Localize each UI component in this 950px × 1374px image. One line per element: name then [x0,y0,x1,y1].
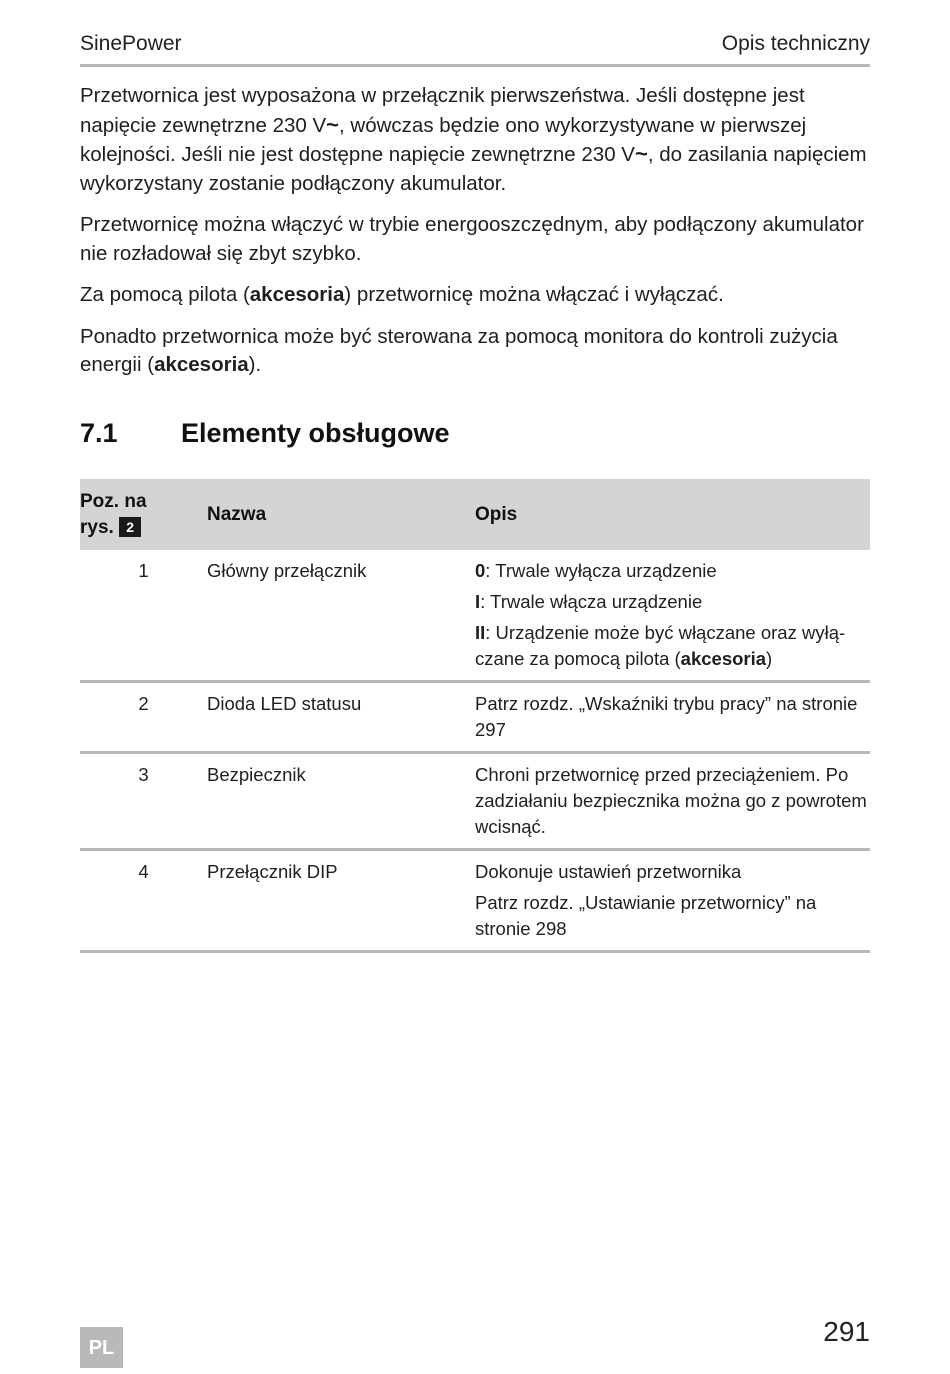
page-number: 291 [823,1316,870,1347]
description-text: : Urządzenie może być włączane oraz wyłączane za pomocą pilota ( [475,622,846,669]
row-name: Dioda LED statusu [207,693,362,714]
page-header [80,28,870,67]
row-position: 3 [138,764,149,785]
description-line [475,558,870,584]
row-description [475,850,870,952]
paragraph-text: ). [248,353,262,376]
paragraph-text: , wówczas będzie ono wykorzystywane w pierwszej kolejności. Jeśli nie jest dostępne napięcie zewnętrzne 230 V [80,113,807,166]
table-header-row [80,479,870,550]
header-position [80,479,207,550]
row-description [475,550,870,682]
paragraph-remote-control [80,281,875,310]
switch-position-label: 0 [475,560,486,581]
section-number: 7.1 [80,418,118,448]
row-description [475,682,870,753]
accessory-term: akcesoria [154,353,249,376]
paragraph-text: Za pomocą pilota ( [80,283,250,306]
description-text: ) [766,648,773,669]
header-position-line2: rys. [80,516,114,538]
description-line [475,589,870,615]
header-product-name: SinePower [80,32,182,55]
ac-symbol: ~ [634,141,648,166]
controls-table [80,479,870,953]
accessory-term: akcesoria [249,283,345,306]
language-badge: PL [80,1327,123,1368]
section-title: Elementy obsługowe [181,418,450,448]
row-description [475,753,870,850]
row-name: Bezpiecznik [207,764,306,785]
table-row [80,850,870,952]
header-description: Opis [475,503,518,525]
paragraph-monitor [80,323,875,380]
switch-position-label: I [475,591,481,612]
paragraph-text: Ponadto przetwornica może być sterowana za pomocą monitora do kontroli zużycia energii ( [80,324,838,376]
figure-number-badge: 2 [119,517,141,537]
table-row [80,753,870,850]
description-line: Patrz rozdz. „Ustawianie przetwornicy” na stronie 298 [475,892,817,939]
description-line: Chroni przetwornicę przed przeciążeniem. Po zadziałaniu bezpiecznika można go z powrotem wcisnąć. [475,764,867,837]
row-position: 1 [138,560,149,581]
row-name: Główny przełącznik [207,560,367,581]
paragraph-priority-switch [80,82,875,198]
description-text: : Trwale włącza urządzenie [480,591,703,612]
switch-position-label: II [475,622,486,643]
ac-symbol: ~ [326,111,340,137]
description-line [475,620,870,672]
body-text [80,82,875,393]
description-text: : Trwale wyłącza urządzenie [485,560,717,581]
row-name: Przełącznik DIP [207,861,338,882]
paragraph-text: ) przetwornicę można włączać i wyłączać. [344,283,724,306]
table-row [80,682,870,753]
description-line: Patrz rozdz. „Wskaźniki trybu pracy” na stronie 297 [475,693,858,740]
row-position: 2 [138,693,149,714]
accessory-term: akcesoria [680,648,767,669]
header-chapter-title: Opis techniczny [721,32,870,55]
header-position-line1: Poz. na [80,490,147,512]
paragraph-text: , do zasilania napięciem wykorzystany zostanie podłączony akumulator. [80,143,867,195]
table-row [80,550,870,682]
row-position: 4 [138,861,149,882]
description-line: Dokonuje ustawień przetwornika [475,861,742,882]
header-name: Nazwa [207,503,267,525]
paragraph-energy-saving: Przetwornicę można włączyć w trybie energooszczędnym, aby podłączony akumulator nie rozładował się zbyt szybko. [80,213,864,265]
paragraph-text: Przetwornica jest wyposażona w przełącznik pierwszeństwa. Jeśli dostępne jest napięcie zewnętrzne 230 V [80,84,805,137]
